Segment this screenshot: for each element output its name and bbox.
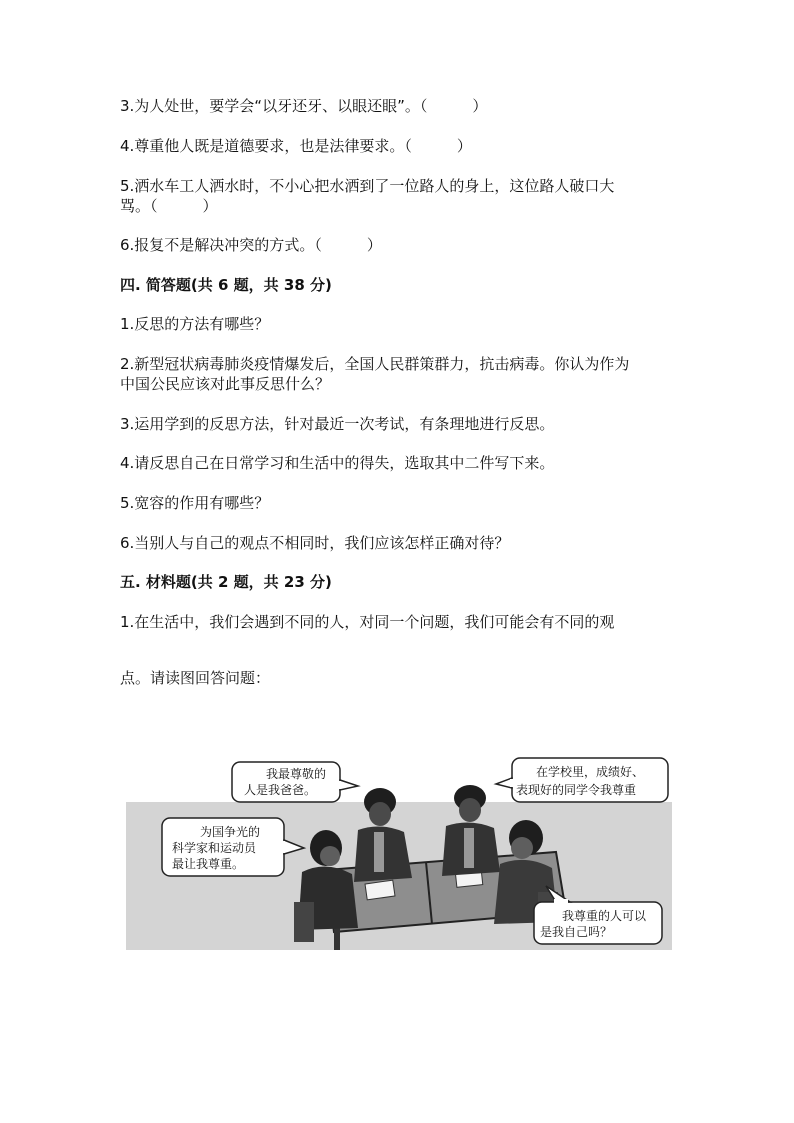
question-6-judgment: 6.报复不是解决冲突的方式。（ ） (120, 236, 382, 254)
question-5-judgment-line2: 骂。（ ） (120, 197, 218, 215)
question-5-judgment-line1: 5.洒水车工人洒水时，不小心把水洒到了一位路人的身上，这位路人破口大 (120, 177, 615, 195)
bubble-4-line1: 我尊重的人可以 (562, 909, 647, 923)
section-4-question-4: 4.请反思自己在日常学习和生活中的得失，选取其中二件写下来。 (120, 454, 555, 472)
section-4-heading: 四. 简答题(共 6 题，共 38 分) (120, 276, 332, 294)
section-4-question-2-line1: 2.新型冠状病毒肺炎疫情爆发后，全国人民群策群力，抗击病毒。你认为作为 (120, 355, 630, 373)
bubble-1-line1: 我最尊敬的 (266, 767, 327, 781)
section-5-question-1-line1: 1.在生活中，我们会遇到不同的人，对同一个问题，我们可能会有不同的观 (120, 613, 615, 631)
bubble-4-line2: 是我自己吗？ (540, 925, 613, 939)
question-3-judgment: 3.为人处世，要学会“以牙还牙、以眼还眼”。（ ） (120, 97, 488, 115)
speech-bubble-1 (232, 762, 358, 802)
question-4-judgment: 4.尊重他人既是道德要求，也是法律要求。（ ） (120, 137, 472, 155)
speech-bubble-2 (496, 758, 668, 802)
section-4-question-1: 1.反思的方法有哪些？ (120, 315, 270, 333)
bubble-2-line1: 在学校里，成绩好、 (536, 765, 645, 779)
speech-bubble-3 (162, 818, 304, 876)
bubble-3-line1: 为国争光的 (200, 825, 261, 839)
section-5-question-1-line2: 点。请读图回答问题： (120, 669, 271, 687)
section-5-heading: 五. 材料题(共 2 题，共 23 分) (120, 573, 332, 591)
bubble-3-line3: 最让我尊重。 (172, 857, 245, 871)
bubble-1-line2: 人是我爸爸。 (244, 783, 317, 797)
section-4-question-5: 5.宽容的作用有哪些？ (120, 494, 270, 512)
section-4-question-2-line2: 中国公民应该对此事反思什么？ (120, 375, 331, 393)
bubble-2-line2: 表现好的同学令我尊重 (516, 783, 637, 797)
discussion-illustration (126, 752, 672, 950)
section-4-question-6: 6.当别人与自己的观点不相同时，我们应该怎样正确对待？ (120, 534, 510, 552)
bubble-3-line2: 科学家和运动员 (172, 841, 257, 855)
section-4-question-3: 3.运用学到的反思方法，针对最近一次考试，有条理地进行反思。 (120, 415, 555, 433)
illustration-svg (126, 752, 672, 950)
